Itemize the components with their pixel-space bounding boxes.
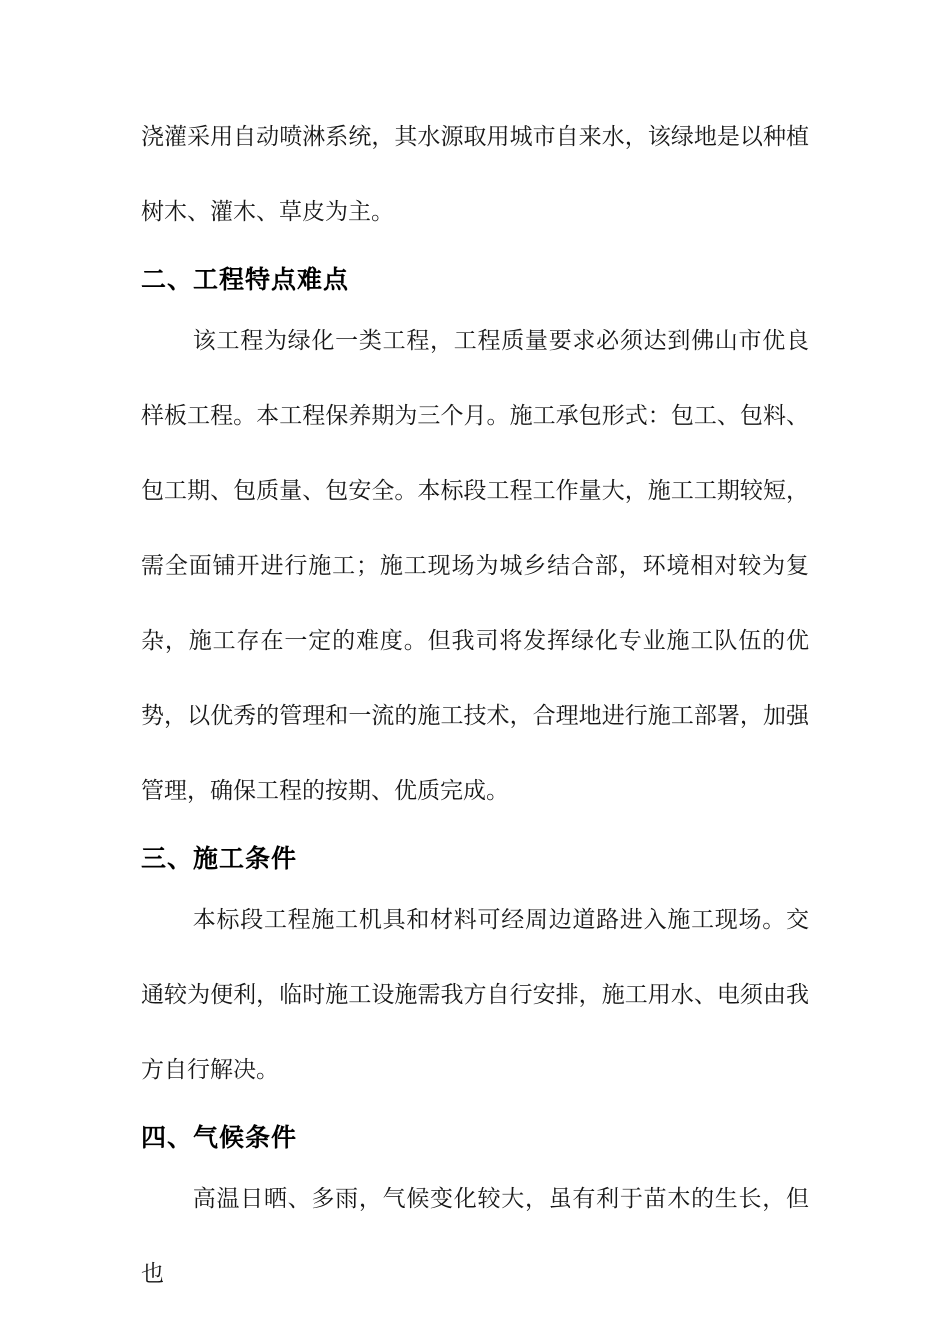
paragraph-construction-conditions: 本标段工程施工机具和材料可经周边道路进入施工现场。交通较为便利，临时施工设施需我方自行安排，施工用水、电须由我方自行解决。 [141,907,809,1083]
paragraph-irrigation: 浇灌采用自动喷淋系统，其水源取用城市自来水，该绿地是以种植树木、灌木、草皮为主。 [141,124,809,225]
paragraph-climate-conditions: 高温日晒、多雨，气候变化较大，虽有利于苗木的生长，但也 [141,1186,809,1287]
section-heading-project-features: 二、工程特点难点 [141,265,350,294]
section-heading-climate-conditions: 四、气候条件 [141,1123,298,1152]
paragraph-project-features: 该工程为绿化一类工程，工程质量要求必须达到佛山市优良样板工程。本工程保养期为三个月。施工承包形式：包工、包料、包工期、包质量、包安全。本标段工程工作量大，施工工期较短，需全面铺开进行施工；施工现场为城乡结合部，环境相对较为复杂，施工存在一定的难度。但我司将发挥绿化专业施工队伍的优势，以优秀的管理和一流的施工技术，合理地进行施工部署，加强管理，确保工程的按期、优质完成。 [141,328,809,804]
section-heading-construction-conditions: 三、施工条件 [141,844,298,873]
